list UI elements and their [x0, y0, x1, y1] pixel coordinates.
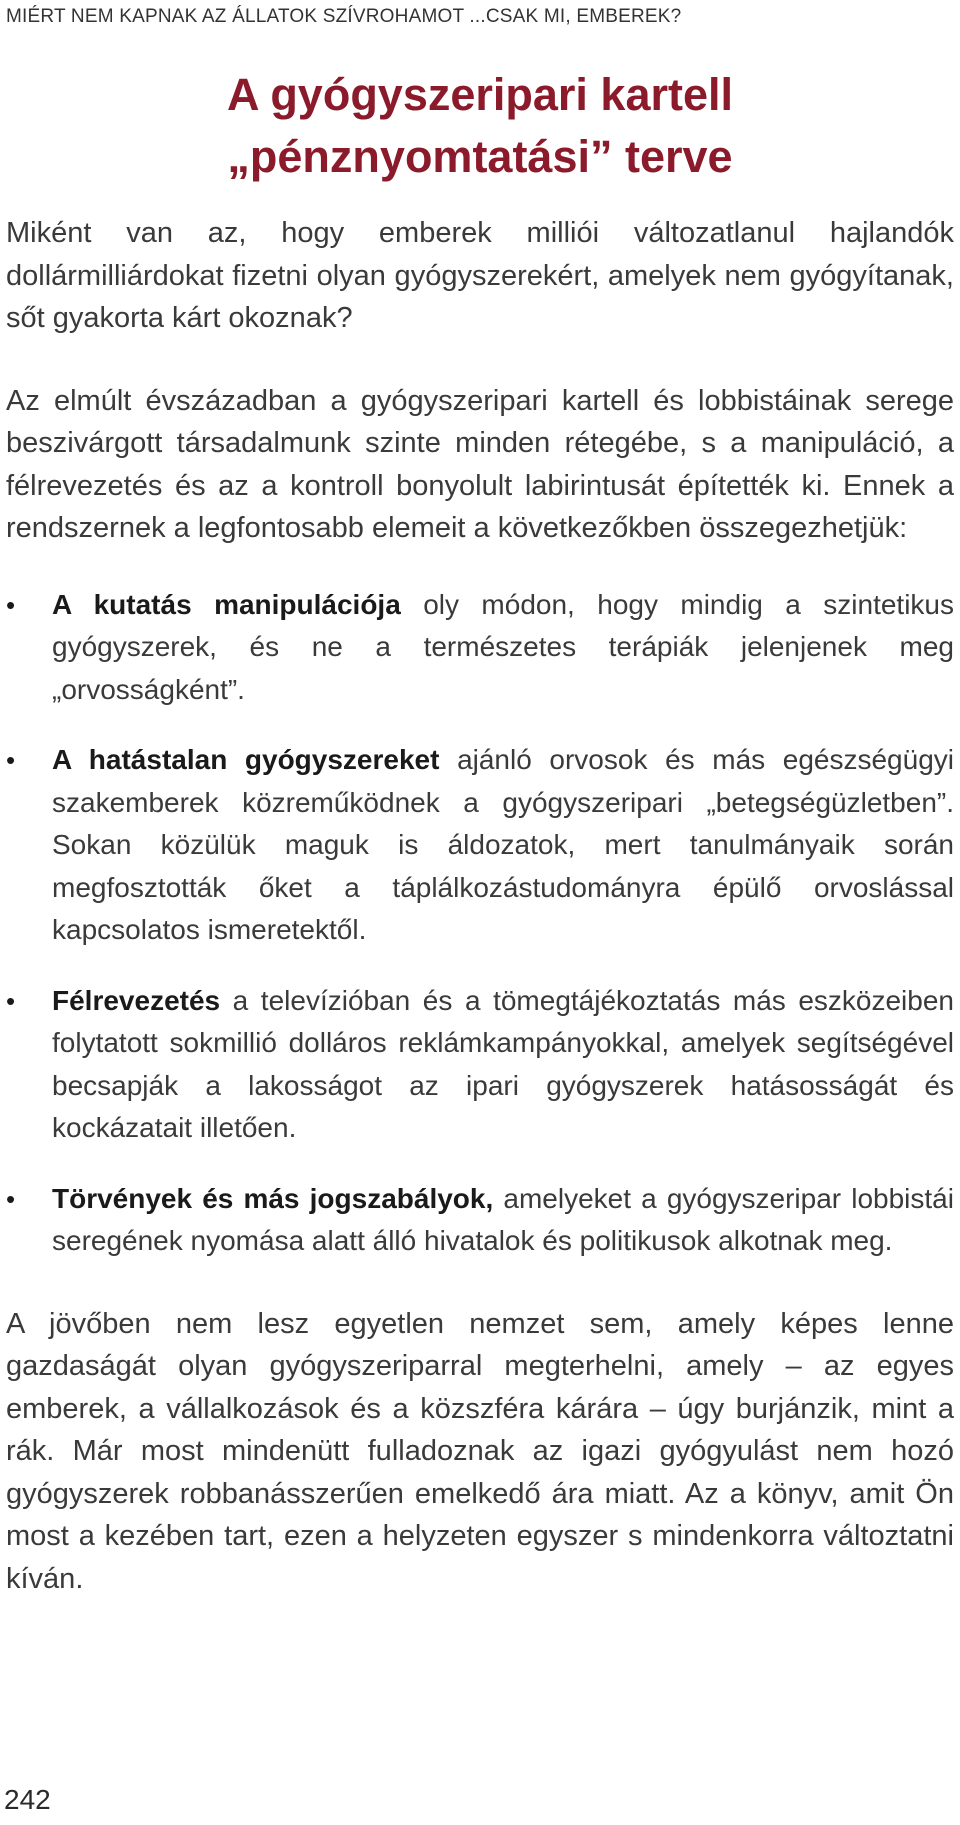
bullet-emphasis: A kutatás manipulációja — [52, 588, 401, 620]
page-number: 242 — [4, 1784, 51, 1815]
bullet-icon: • — [6, 985, 16, 1016]
list-item — [6, 739, 954, 952]
list-item — [6, 584, 954, 712]
bullet-icon: • — [6, 1183, 16, 1214]
bullet-icon: • — [6, 745, 16, 775]
body-content — [6, 212, 954, 1600]
bullet-icon: • — [6, 589, 16, 620]
bullet-text: amelyeket a gyógyszeripar lobbistái seregének nyomása alatt álló hivatalok és politikusok alkotnak meg. — [52, 1182, 954, 1256]
bullet-emphasis: Törvények és más jogszabályok, — [52, 1182, 494, 1214]
bullet-text: ajánló orvosok és más egészségügyi szakemberek közreműködnek a gyógyszeripari „betegségüzletben”. Sokan közülük maguk is áldozatok, mert tanulmányaik során megfosztották őket a táplálkozástudományra épülő orvoslással kapcsolatos ismeretektől. — [52, 744, 954, 945]
conclusion-paragraph: A jövőben nem lesz egyetlen nemzet sem, amely képes lenne gazdaságát olyan gyógyszeriparral megterhelni, amely – az egyes emberek, a vállalkozások és a közszféra kárára – úgy burjánzik, mint a rák. Már most mindenütt fulladoznak az igazi gyógyulást nem hozó gyógyszerek robbanásszerűen emelkedő ára miatt. Az a könyv, amit Ön most a kezében tart, ezen a helyzeten egyszer s mindenkorra változtatni kíván. — [6, 1307, 954, 1595]
running-header: MIÉRT NEM KAPNAK AZ ÁLLATOK SZÍVROHAMOT ...CSAK MI, EMBEREK? — [6, 6, 682, 27]
list-item — [6, 980, 954, 1150]
list-item — [6, 1178, 954, 1263]
bullet-emphasis: Félrevezetés — [52, 984, 221, 1016]
bullet-text: oly módon, hogy mindig a szintetikus gyógyszerek, és ne a természetes terápiák jelenjenek meg „orvosságként”. — [52, 588, 955, 705]
page-title-line-2: „pénznyomtatási” terve — [227, 131, 733, 182]
bullet-text: a televízióban és a tömegtájékoztatás más eszközeiben folytatott sokmillió dolláros reklámkampányokkal, amelyek segítségével becsapják a lakosságot az ipari gyógyszerek hatásosságát és kockázatait illetően. — [52, 984, 954, 1143]
page-title-line-1: A gyógyszeripari kartell — [226, 69, 734, 120]
intro-paragraph: Miként van az, hogy emberek milliói változatlanul hajlandók dollármilliárdokat fizetni olyan gyógyszerekért, amelyek nem gyógyítanak, sőt gyakorta kárt okoznak? — [6, 217, 954, 334]
page-title — [0, 64, 960, 188]
bullet-emphasis: A hatástalan gyógyszereket — [52, 744, 440, 775]
bullet-list — [6, 584, 954, 1263]
context-paragraph: Az elmúlt évszázadban a gyógyszeripari kartell és lobbistáinak serege beszivárgott társadalmunk szinte minden rétegébe, s a manipuláció, a félrevezetés és az a kontroll bonyolult labirintusát építették ki. Ennek a rendszernek a legfontosabb elemeit a következőkben összegezhetjük: — [6, 384, 954, 544]
